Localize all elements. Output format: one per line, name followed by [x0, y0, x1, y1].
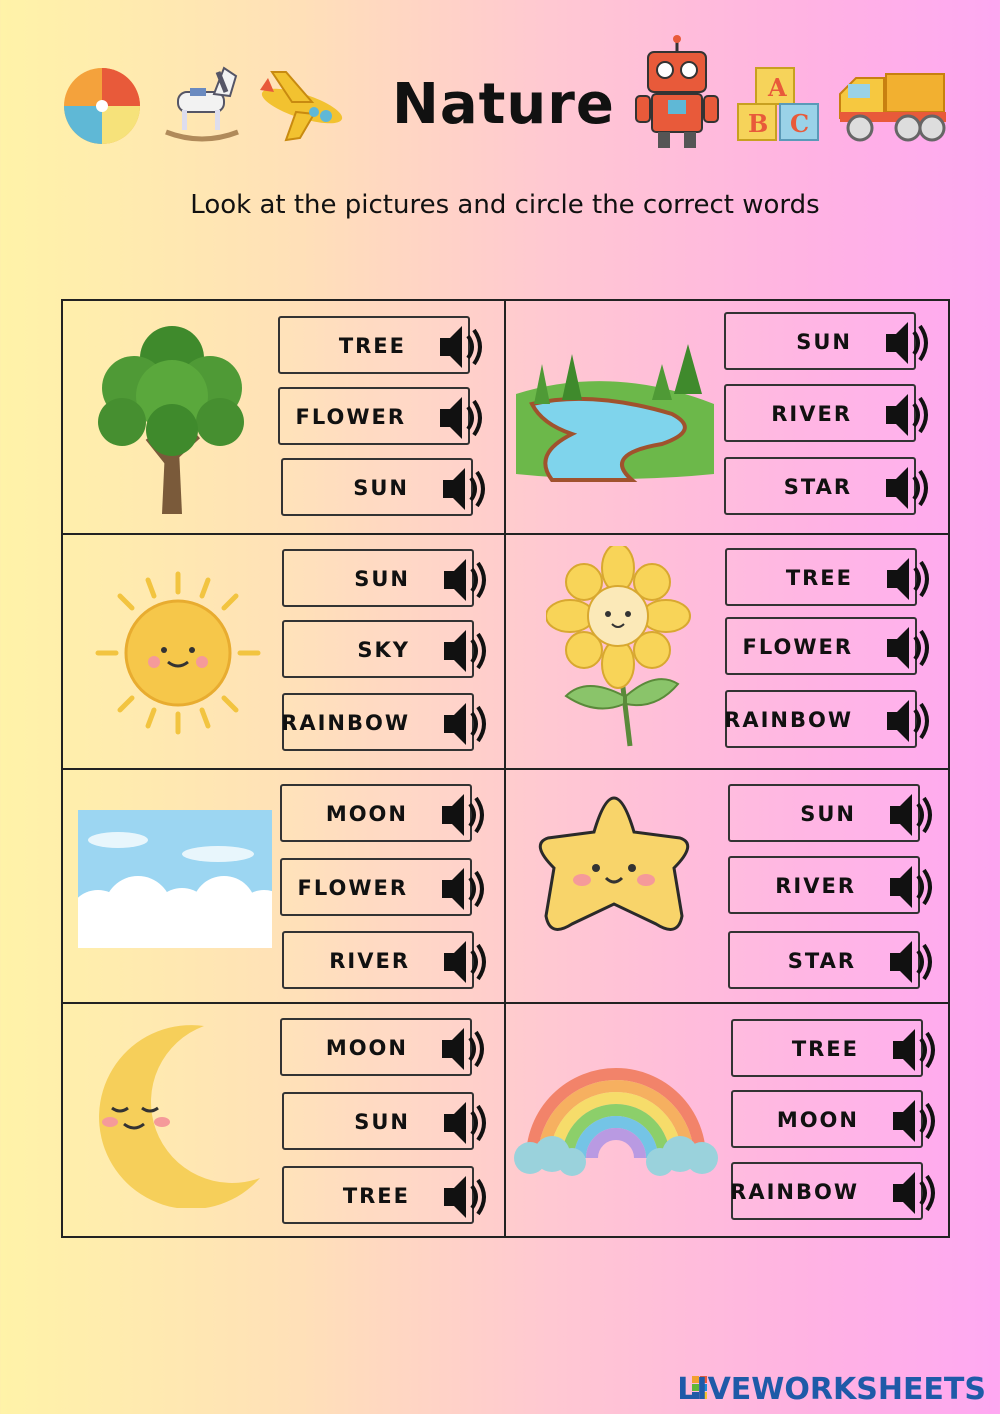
option-button[interactable]	[278, 316, 470, 374]
speaker-icon[interactable]	[441, 464, 491, 514]
option-button[interactable]	[731, 1162, 923, 1220]
option-button[interactable]	[282, 693, 474, 751]
speaker-icon[interactable]	[884, 463, 934, 513]
option-button[interactable]	[724, 312, 916, 370]
speaker-icon[interactable]	[885, 554, 935, 604]
option-button[interactable]	[724, 384, 916, 442]
option-label: SUN	[800, 802, 856, 826]
speaker-icon[interactable]	[438, 393, 488, 443]
tree-picture	[88, 318, 256, 518]
page-title: Nature	[392, 72, 615, 137]
option-label: RAINBOW	[730, 1180, 859, 1204]
svg-text:C: C	[790, 109, 810, 138]
option-label: SUN	[354, 567, 410, 591]
brand-name: LIVEWORKSHEETS	[677, 1372, 986, 1407]
option-label: SUN	[796, 330, 852, 354]
speaker-icon[interactable]	[438, 322, 488, 372]
speaker-icon[interactable]	[442, 1172, 492, 1222]
option-button[interactable]	[280, 858, 472, 916]
option-label: RAINBOW	[724, 708, 853, 732]
option-label: RIVER	[771, 402, 852, 426]
rocking-horse-icon	[160, 62, 244, 142]
option-label: TREE	[791, 1037, 859, 1061]
speaker-icon[interactable]	[884, 318, 934, 368]
option-button[interactable]	[728, 856, 920, 914]
flower-picture	[546, 546, 692, 750]
airplane-icon	[252, 62, 350, 146]
speaker-icon[interactable]	[891, 1168, 941, 1218]
option-label: RIVER	[775, 874, 856, 898]
option-label: FLOWER	[742, 635, 853, 659]
beach-ball-icon	[62, 66, 142, 146]
option-label: RIVER	[329, 949, 410, 973]
speaker-icon[interactable]	[888, 937, 938, 987]
instructions: Look at the pictures and circle the correct words	[190, 190, 820, 220]
option-label: TREE	[785, 566, 853, 590]
option-button[interactable]	[725, 690, 917, 748]
sky-picture	[78, 810, 272, 948]
speaker-icon[interactable]	[440, 790, 490, 840]
option-label: MOON	[776, 1108, 859, 1132]
option-button[interactable]	[282, 931, 474, 989]
speaker-icon[interactable]	[884, 390, 934, 440]
option-label: SKY	[357, 638, 410, 662]
svg-text:B: B	[748, 109, 769, 138]
speaker-icon[interactable]	[888, 862, 938, 912]
option-button[interactable]	[728, 931, 920, 989]
speaker-icon[interactable]	[891, 1096, 941, 1146]
speaker-icon[interactable]	[888, 790, 938, 840]
option-label: SUN	[354, 1110, 410, 1134]
robot-icon	[634, 34, 720, 150]
option-label: RAINBOW	[281, 711, 410, 735]
option-button[interactable]	[282, 620, 474, 678]
speaker-icon[interactable]	[442, 937, 492, 987]
option-label: STAR	[787, 949, 856, 973]
option-button[interactable]	[281, 458, 473, 516]
river-picture	[512, 334, 718, 484]
option-label: FLOWER	[297, 876, 408, 900]
option-button[interactable]	[282, 549, 474, 607]
option-button[interactable]	[725, 548, 917, 606]
speaker-icon[interactable]	[891, 1025, 941, 1075]
option-label: STAR	[783, 475, 852, 499]
option-label: TREE	[338, 334, 406, 358]
option-button[interactable]	[731, 1090, 923, 1148]
option-label: FLOWER	[295, 405, 406, 429]
speaker-icon[interactable]	[442, 1098, 492, 1148]
abc-blocks-icon	[736, 64, 822, 144]
speaker-icon[interactable]	[440, 1024, 490, 1074]
option-button[interactable]	[728, 784, 920, 842]
speaker-icon[interactable]	[885, 696, 935, 746]
option-button[interactable]	[282, 1092, 474, 1150]
option-button[interactable]	[278, 387, 470, 445]
speaker-icon[interactable]	[442, 626, 492, 676]
option-button[interactable]	[282, 1166, 474, 1224]
option-button[interactable]	[731, 1019, 923, 1077]
toy-truck-icon	[836, 64, 948, 144]
svg-text:A: A	[768, 73, 787, 102]
moon-picture	[84, 1022, 264, 1208]
speaker-icon[interactable]	[885, 623, 935, 673]
speaker-icon[interactable]	[442, 555, 492, 605]
option-label: TREE	[342, 1184, 410, 1208]
star-picture	[528, 792, 700, 952]
option-button[interactable]	[725, 617, 917, 675]
rainbow-picture	[510, 1058, 720, 1180]
speaker-icon[interactable]	[440, 864, 490, 914]
speaker-icon[interactable]	[442, 699, 492, 749]
option-label: SUN	[353, 476, 409, 500]
option-label: MOON	[325, 1036, 408, 1060]
sun-picture	[94, 570, 262, 736]
option-button[interactable]	[280, 784, 472, 842]
option-button[interactable]	[280, 1018, 472, 1076]
option-label: MOON	[325, 802, 408, 826]
option-button[interactable]	[724, 457, 916, 515]
